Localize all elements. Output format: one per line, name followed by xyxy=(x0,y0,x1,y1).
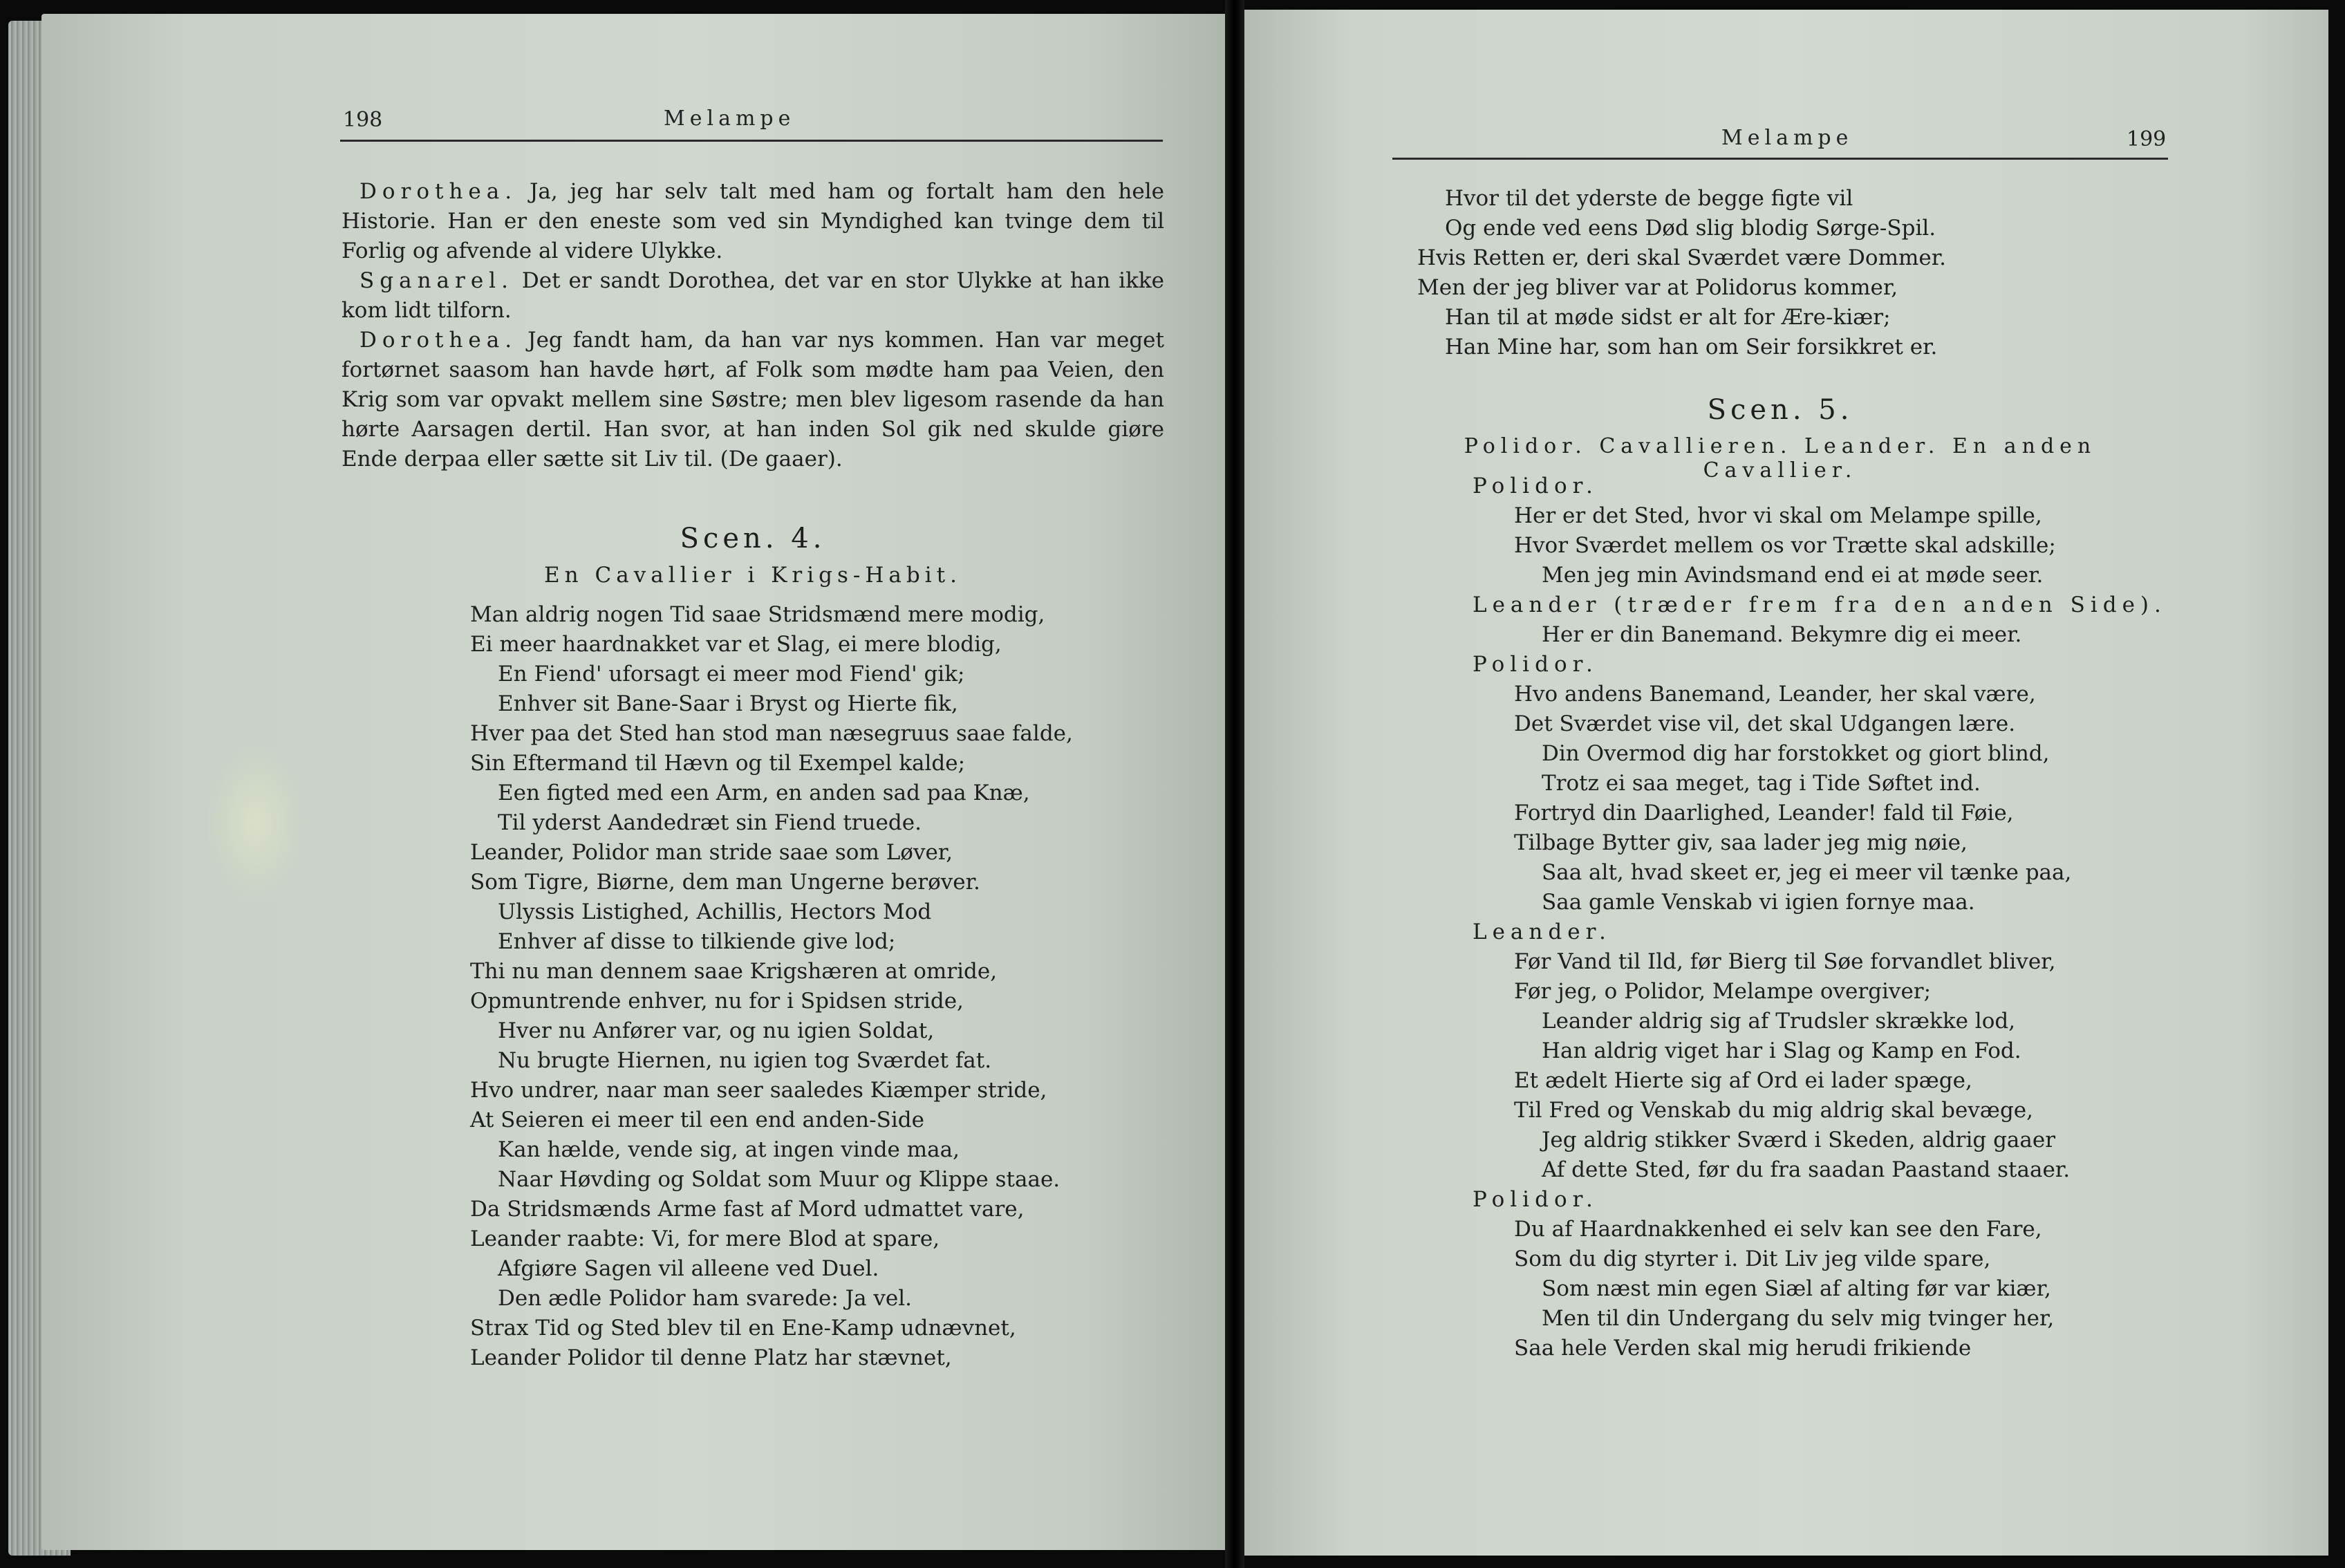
verse-line: Den ædle Polidor ham svarede: Ja vel. xyxy=(498,1286,913,1311)
verse-line: Ei meer haardnakket var et Slag, ei mere blodig, xyxy=(470,632,1002,657)
verse-line: Enhver sit Bane-Saar i Bryst og Hierte fik, xyxy=(498,691,958,716)
book-gutter xyxy=(1225,0,1244,1568)
verse-line: Trotz ei saa meget, tag i Tide Søftet ind. xyxy=(1542,771,1981,796)
verse-line: Strax Tid og Sted blev til en Ene-Kamp udnævnet, xyxy=(470,1316,1016,1341)
verse-line: Han aldrig viget har i Slag og Kamp en Fod. xyxy=(1542,1038,2021,1063)
verse-line: Man aldrig nogen Tid saae Stridsmænd mere modig, xyxy=(470,602,1045,627)
verse-line: Her er din Banemand. Bekymre dig ei meer. xyxy=(1542,622,2022,647)
page-smudge xyxy=(207,747,304,899)
verse-line: Til yderst Aandedræt sin Fiend truede. xyxy=(498,810,922,835)
verse-line: Leander raabte: Vi, for mere Blod at spare, xyxy=(470,1226,940,1251)
prose-paragraph xyxy=(342,266,1164,326)
verse-line: Her er det Sted, hvor vi skal om Melampe spille, xyxy=(1514,503,2042,528)
verse-line: Tilbage Bytter giv, saa lader jeg mig nøie, xyxy=(1514,830,1968,855)
prose-paragraph xyxy=(342,326,1164,474)
verse-line: Men til din Undergang du selv mig tvinger her, xyxy=(1542,1306,2055,1331)
verse-line: Saa alt, hvad skeet er, jeg ei meer vil tænke paa, xyxy=(1542,860,2072,885)
verse-line: Leander Polidor til denne Platz har stævnet, xyxy=(470,1345,952,1370)
speaker-line: Leander. xyxy=(1473,920,1611,944)
verse-line: En Fiend' uforsagt ei meer mod Fiend' gik; xyxy=(498,662,965,687)
verse-line: Ulyssis Listighed, Achillis, Hectors Mod xyxy=(498,899,932,924)
left-page xyxy=(41,14,1225,1550)
speaker-name: Dorothea. xyxy=(359,328,518,353)
verse-line: Før jeg, o Polidor, Melampe overgiver; xyxy=(1514,979,1932,1004)
scene-5-title: Scen. 5. xyxy=(1707,394,1853,426)
verse-line: Jeg aldrig stikker Sværd i Skeden, aldrig gaaer xyxy=(1542,1128,2056,1152)
scene-4-title: Scen. 4. xyxy=(680,523,826,554)
verse-line: Og ende ved eens Død slig blodig Sørge-Spil. xyxy=(1445,216,1936,241)
scene-5-subtitle: Polidor. Cavallieren. Leander. En anden Cavallier. xyxy=(1464,434,2097,483)
verse-line: Et ædelt Hierte sig af Ord ei lader spæge, xyxy=(1514,1068,1972,1093)
verse-line: Hvo andens Banemand, Leander, her skal være, xyxy=(1514,682,2036,707)
verse-line: Som du dig styrter i. Dit Liv jeg vilde spare, xyxy=(1514,1247,1991,1271)
left-header-rule xyxy=(340,140,1163,142)
verse-line: Een figted med een Arm, en anden sad paa Knæ, xyxy=(498,781,1030,805)
verse-line: Fortryd din Daarlighed, Leander! fald til Føie, xyxy=(1514,801,2014,825)
scene-4-subtitle: En Cavallier i Krigs-Habit. xyxy=(544,563,962,588)
verse-line: Enhver af disse to tilkiende give lod; xyxy=(498,929,896,954)
verse-line: Han Mine har, som han om Seir forsikkret er. xyxy=(1445,335,1938,360)
verse-line: Opmuntrende enhver, nu for i Spidsen stride, xyxy=(470,989,964,1014)
verse-line: Kan hælde, vende sig, at ingen vinde maa, xyxy=(498,1137,960,1162)
speech-text: Jeg fandt ham, da han var nys kommen. Han var meget fortørnet saasom han havde hørt, af Folk som mødte ham paa Veien, den Krig som var opvakt mellem sine Søstre; men blev ligesom rasende da han hørte Aarsagen dertil. Han svor, at han inden Sol gik ned skulde giøre Ende derpaa eller sætte sit Liv til. (De gaaer). xyxy=(342,328,1164,472)
verse-line: Leander aldrig sig af Trudsler skrække lod, xyxy=(1542,1009,2016,1034)
verse-line: Afgiøre Sagen vil alleene ved Duel. xyxy=(498,1256,879,1281)
verse-line: Naar Høvding og Soldat som Muur og Klippe staae. xyxy=(498,1167,1061,1192)
verse-line: Før Vand til Ild, før Bierg til Søe forvandlet bliver, xyxy=(1514,949,2056,974)
right-verse-top xyxy=(1390,184,2171,362)
right-dialogue xyxy=(1473,472,2178,1363)
verse-line: Du af Haardnakkenhed ei selv kan see den Fare, xyxy=(1514,1217,2042,1242)
verse-line: Thi nu man dennem saae Krigshæren at omride, xyxy=(470,959,998,984)
verse-line: Hver paa det Sted han stod man næsegruus saae falde, xyxy=(470,721,1073,746)
speaker-line: Leander (træder frem fra den anden Side). xyxy=(1473,592,2167,617)
verse-line: Hvis Retten er, deri skal Sværdet være Dommer. xyxy=(1417,245,1946,270)
speaker-line: Polidor. xyxy=(1473,1187,1598,1212)
verse-line: Hvor til det yderste de begge figte vil xyxy=(1445,186,1853,211)
prose-paragraph xyxy=(342,177,1164,266)
left-running-head: Melampe xyxy=(664,106,796,131)
verse-line: Hvo undrer, naar man seer saaledes Kiæmper stride, xyxy=(470,1078,1047,1103)
verse-line: Nu brugte Hiernen, nu igien tog Sværdet fat. xyxy=(498,1048,992,1073)
right-running-head: Melampe xyxy=(1721,126,1853,150)
verse-line: Sin Eftermand til Hævn og til Exempel kalde; xyxy=(470,751,966,776)
verse-line: Til Fred og Venskab du mig aldrig skal bevæge, xyxy=(1514,1098,2033,1123)
speaker-line: Polidor. xyxy=(1473,474,1598,498)
verse-line: Det Sværdet vise vil, det skal Udgangen lære. xyxy=(1514,711,2016,736)
verse-line: Af dette Sted, før du fra saadan Paastand staaer. xyxy=(1542,1157,2071,1182)
speech-text: Det er sandt Dorothea, det var en stor Ulykke at han ikke kom lidt tilforn. xyxy=(342,268,1164,323)
verse-line: Hver nu Anfører var, og nu igien Soldat, xyxy=(498,1018,935,1043)
right-page xyxy=(1244,10,2328,1556)
left-verse xyxy=(470,600,1161,1373)
verse-line: Saa gamle Venskab vi igien fornye maa. xyxy=(1542,890,1975,915)
left-folio: 198 xyxy=(343,108,383,132)
speaker-name: Dorothea. xyxy=(359,179,518,204)
verse-line: Men der jeg bliver var at Polidorus kommer, xyxy=(1417,275,1898,300)
verse-line: Som Tigre, Biørne, dem man Ungerne berøver. xyxy=(470,870,980,895)
speaker-line: Polidor. xyxy=(1473,652,1598,677)
verse-line: Da Stridsmænds Arme fast af Mord udmattet vare, xyxy=(470,1197,1025,1222)
verse-line: Din Overmod dig har forstokket og giort blind, xyxy=(1542,741,2050,766)
verse-line: Saa hele Verden skal mig herudi frikiende xyxy=(1514,1336,1972,1361)
verse-line: At Seieren ei meer til een end anden-Side xyxy=(470,1108,924,1132)
right-folio: 199 xyxy=(2127,127,2167,151)
verse-line: Men jeg min Avindsmand end ei at møde seer. xyxy=(1542,563,2044,588)
verse-line: Han til at møde sidst er alt for Ære-kiær; xyxy=(1445,305,1891,330)
verse-line: Leander, Polidor man stride saae som Løver, xyxy=(470,840,953,865)
verse-line: Hvor Sværdet mellem os vor Trætte skal adskille; xyxy=(1514,533,2056,558)
verse-line: Som næst min egen Siæl af alting før var kiær, xyxy=(1542,1276,2051,1301)
speech-text: Ja, jeg har selv talt med ham og fortalt ham den hele Historie. Han er den eneste som ved sin Myndighed kan tvinge dem til Forlig og afvende al videre Ulykke. xyxy=(342,179,1164,263)
right-header-rule xyxy=(1392,158,2168,160)
speaker-name: Sganarel. xyxy=(359,268,514,293)
left-prose xyxy=(342,177,1164,474)
